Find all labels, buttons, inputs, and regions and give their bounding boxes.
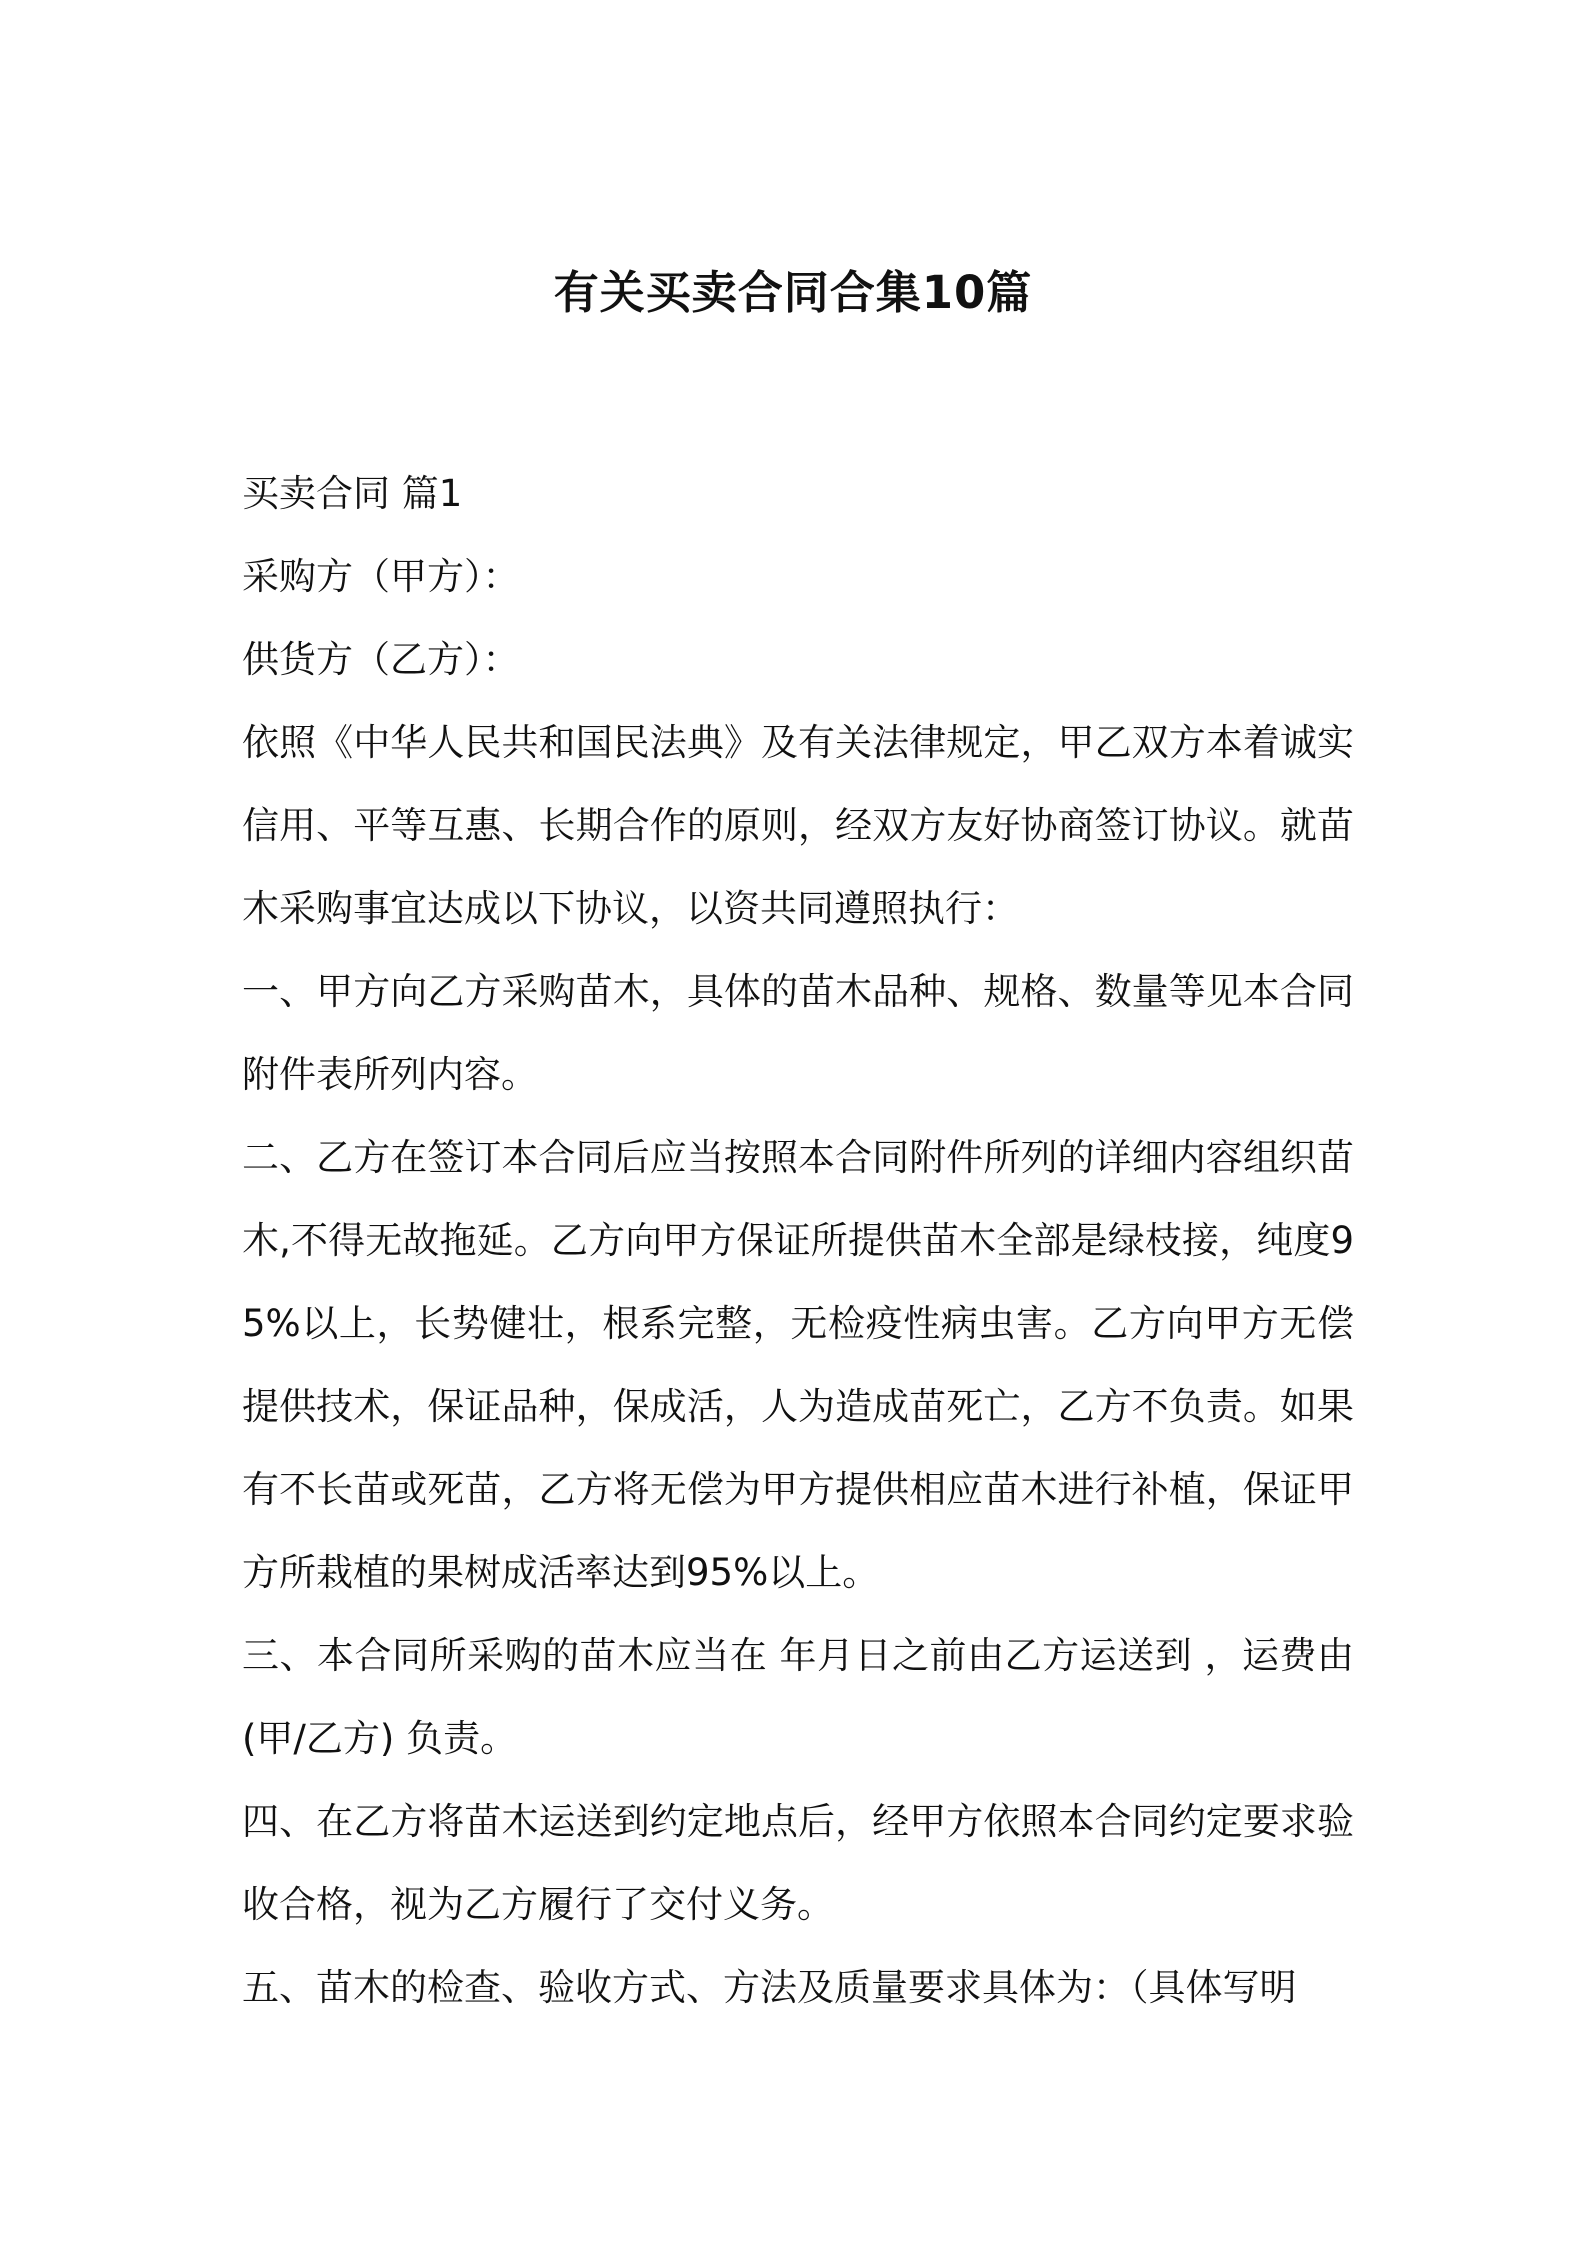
document-title: 有关买卖合同合集10篇 — [553, 266, 1033, 319]
document-body — [242, 452, 1354, 2029]
clause-3: 三、本合同所采购的苗木应当在 年月日之前由乙方运送到 ，运费由(甲/乙方) 负责。 — [242, 1634, 1354, 1760]
clause-4: 四、在乙方将苗木运送到约定地点后，经甲方依照本合同约定要求验收合格，视为乙方履行了交付义务。 — [242, 1800, 1354, 1926]
buyer-line: 采购方（甲方）： — [242, 555, 520, 598]
supplier-line: 供货方（乙方）： — [242, 638, 520, 681]
preamble-paragraph: 依照《中华人民共和国民法典》及有关法律规定，甲乙双方本着诚实信用、平等互惠、长期合作的原则，经双方友好协商签订协议。就苗木采购事宜达成以下协议，以资共同遵照执行： — [242, 721, 1354, 930]
section-heading: 买卖合同 篇1 — [242, 472, 463, 515]
clause-1: 一、甲方向乙方采购苗木，具体的苗木品种、规格、数量等见本合同附件表所列内容。 — [242, 970, 1354, 1096]
clause-5: 五、苗木的检查、验收方式、方法及质量要求具体为：（具体写明 — [242, 1966, 1297, 2009]
clause-2: 二、乙方在签订本合同后应当按照本合同附件所列的详细内容组织苗木,不得无故拖延。乙方向甲方保证所提供苗木全部是绿枝接，纯度95%以上，长势健壮，根系完整，无检疫性病虫害。乙方向甲方无偿提供技术，保证品种，保成活，人为造成苗死亡，乙方不负责。如果有不长苗或死苗，乙方将无偿为甲方提供相应苗木进行补植，保证甲方所栽植的果树成活率达到95%以上。 — [242, 1136, 1354, 1594]
